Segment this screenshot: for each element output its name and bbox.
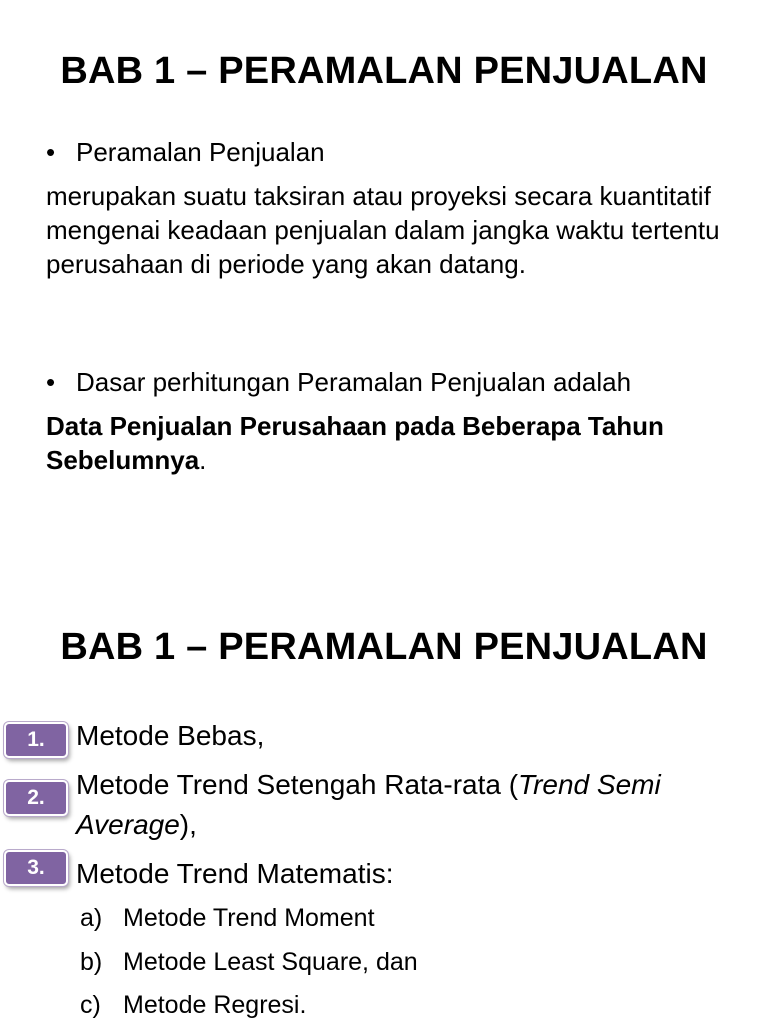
number-badge: 3. — [4, 850, 68, 886]
list-item-text: Metode Bebas, — [76, 720, 265, 751]
bullet-peramalan-penjualan — [46, 137, 325, 168]
number-badge: 1. — [4, 722, 68, 758]
sub-list-marker: b) — [80, 948, 103, 976]
sub-list-item — [80, 948, 418, 977]
sub-list-item — [80, 904, 375, 933]
bullet-marker: • — [46, 137, 56, 167]
basis-period: . — [199, 445, 207, 475]
list-item-text-part: Metode Trend Setengah Rata-rata ( — [76, 769, 519, 800]
basis-paragraph — [46, 409, 736, 477]
slide-2-title: BAB 1 – PERAMALAN PENJUALAN — [60, 626, 708, 668]
sub-list-text: Metode Least Square, dan — [123, 948, 418, 976]
sub-list-marker: c) — [80, 991, 101, 1019]
bullet-marker: • — [46, 367, 56, 397]
number-badge: 2. — [4, 780, 68, 816]
basis-bold-text: Data Penjualan Perusahaan pada Beberapa Tahun Sebelumnya — [46, 411, 664, 475]
bullet-heading: Peramalan Penjualan — [76, 137, 325, 167]
list-item-italic-text: Trend Semi Average — [76, 769, 661, 840]
sub-list-text: Metode Trend Moment — [123, 904, 375, 932]
slide-1-title: BAB 1 – PERAMALAN PENJUALAN — [60, 50, 708, 92]
slide-2 — [0, 512, 768, 1024]
bullet-dasar-perhitungan — [46, 367, 631, 398]
list-item-text — [76, 765, 756, 845]
definition-paragraph: merupakan suatu taksiran atau proyeksi secara kuantitatif mengenai keadaan penjualan dalam jangka waktu tertentu perusahaan di periode yang akan datang. — [46, 181, 720, 279]
sub-list-item — [80, 991, 306, 1020]
bullet-heading: Dasar perhitungan Peramalan Penjualan adalah — [76, 367, 632, 397]
sub-list-marker: a) — [80, 904, 103, 932]
list-item-text-end: ), — [179, 809, 197, 840]
list-item-text: Metode Trend Matematis: — [76, 858, 394, 889]
sub-list-text: Metode Regresi. — [123, 991, 307, 1019]
